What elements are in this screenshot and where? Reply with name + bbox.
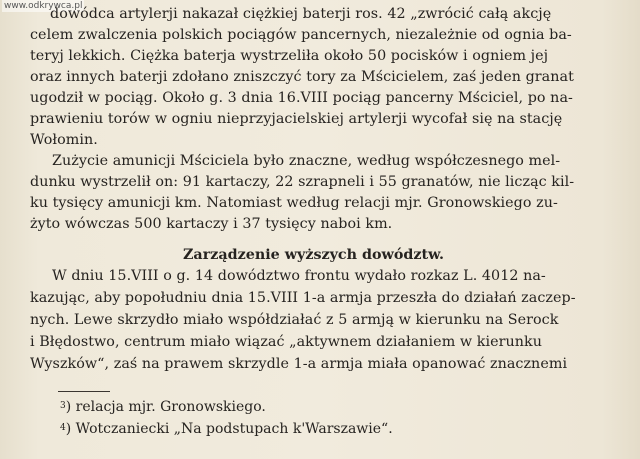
footnote-text: relacja mjr. Gronowskiego. <box>75 399 266 415</box>
footnote-text: Wotczaniecki „Na podstupach k'Warszawie“. <box>75 421 393 437</box>
text-line: i Błędostwo, centrum miało wiązać „aktywnem działaniem w kierunku <box>30 334 542 350</box>
text-line: Zużycie amunicji Mściciela było znaczne, według współczesnego mel- <box>52 153 561 169</box>
text-line: celem zwalczenia polskich pociągów pancernych, niezależnie od ognia ba- <box>30 27 572 43</box>
text-line: nych. Lewe skrzydło miało współdziałać z 5 armją w kierunku na Serock <box>30 312 559 328</box>
footnote-mark: 3 <box>60 401 66 411</box>
text-line: oraz innych baterji zdołano zniszczyć tory za Mścicielem, zaś jeden granat <box>30 69 574 85</box>
text-line: żyto wówczas 500 kartaczy i 37 tysięcy naboi km. <box>30 216 393 232</box>
text-line: dowódca artylerji nakazał ciężkiej baterji ros. 42 „zwrócić całą akcję <box>50 6 552 22</box>
footnote-4 <box>60 419 393 439</box>
text-line: ku tysięcy amunicji km. Natomiast według relacji mjr. Gronowskiego zu- <box>30 195 558 211</box>
footnote-paren: ) <box>65 399 72 415</box>
text-line: W dniu 15.VIII o g. 14 dowództwo frontu wydało rozkaz L. 4012 na- <box>52 268 546 284</box>
text-line: dunku wystrzelił on: 91 kartaczy, 22 szrapneli i 55 granatów, nie licząc kil- <box>30 174 575 190</box>
text-line: prawieniu torów w ogniu nieprzyjacielskiej artylerji wycofał się na stację <box>30 111 563 127</box>
section-heading: Zarządzenie wyższych dowództw. <box>183 247 444 263</box>
footnote-paren: ) <box>65 421 72 437</box>
text-line: Wołomin. <box>30 132 98 148</box>
site-watermark: www.odkrywca.pl <box>4 1 83 11</box>
text-line: ugodził w pociąg. Około g. 3 dnia 16.VIII pociąg pancerny Mściciel, po na- <box>30 90 573 106</box>
footnote-separator <box>58 391 110 392</box>
footnote-3 <box>60 397 266 417</box>
text-line: teryj lekkich. Ciężka baterja wystrzeliła około 50 pocisków i ogniem jej <box>30 48 549 64</box>
footnote-mark: 4 <box>60 423 66 433</box>
text-line: kazując, aby popołudniu dnia 15.VIII 1-a armja przeszła do działań zaczep- <box>30 290 576 306</box>
text-line: Wyszków“, zaś na prawem skrzydle 1-a armja miała opanować znacznemi <box>30 356 568 372</box>
